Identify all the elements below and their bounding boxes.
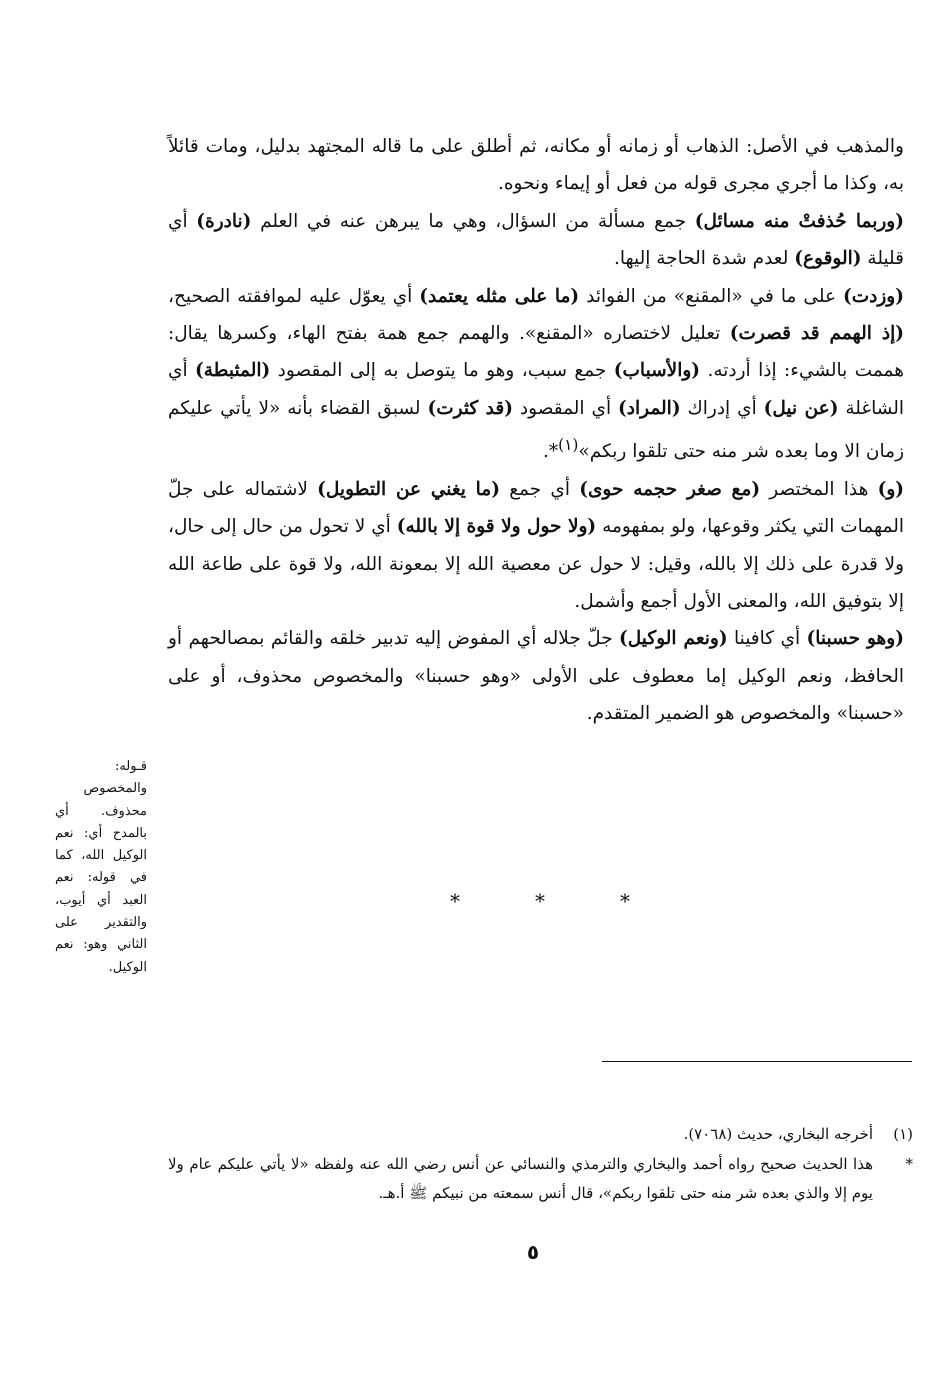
paragraph-2	[168, 203, 904, 278]
footnote-marker: (١)	[893, 1125, 913, 1143]
bold-term: (مع صغر حجمه حوى)	[579, 478, 761, 500]
bold-term: (وربما حُذفتْ منه مسائل)	[694, 210, 904, 232]
section-separator	[420, 889, 660, 913]
footnote-2	[168, 1150, 913, 1208]
separator-star-icon: *	[620, 889, 630, 913]
paragraph-4	[168, 471, 904, 621]
page-number: ٥	[526, 1240, 540, 1264]
separator-star-icon: *	[535, 889, 545, 913]
text: جمع مسألة من السؤال، وهي ما يبرهن عنه في العلم	[251, 210, 695, 232]
bold-term: (الوقوع)	[794, 248, 862, 270]
bold-term: (المراد)	[618, 397, 681, 419]
footnote-text: هذا الحديث صحيح رواه أحمد والبخاري والترمذي والنسائي عن أنس رضي الله عنه ولفظه «لا يأتي عليكم عام ولا يوم إلا والذي بعده شر منه حتى تلقوا ربكم»، قال أنس سمعته من نبيكم ﷺ أ.هـ.	[168, 1155, 873, 1202]
footnotes	[168, 1120, 913, 1209]
bold-term: (وهو حسبنا)	[806, 628, 904, 650]
main-text	[168, 128, 904, 733]
text: جمع سبب، وهو ما يتوصل به إلى المقصود	[270, 360, 614, 382]
text: أي كافينا	[727, 628, 807, 650]
text: أي يعوّل عليه لموافقته الصحيح،	[168, 285, 420, 307]
text: لاشتماله على جلّ المهمات التي يكثر وقوعها، ولو بمفهومه	[168, 478, 904, 538]
text: جلّ جلاله أي المفوض إليه تدبير خلقه والقائم بمصالحهم أو الحافظ، ونعم الوكيل إما معطوف على الأولى «وهو حسبنا» والمخصوص محذوف، أو على «حسبنا» والمخصوص هو الضمير المتقدم.	[168, 628, 904, 725]
bold-term: (ولا حول ولا قوة إلا بالله)	[396, 516, 597, 538]
bold-term: (قد كثرت)	[427, 397, 513, 419]
text: والمذهب في الأصل: الذهاب أو زمانه أو مكانه، ثم أطلق على ما قاله المجتهد بدليل، ومات قائلاً به، وكذا ما أجري مجرى قوله من فعل أو إيماء ونحوه.	[168, 136, 904, 195]
text: أي المقصود	[513, 397, 619, 419]
paragraph-3	[168, 278, 904, 471]
bold-term: (وزدت)	[842, 285, 904, 307]
text: أي الشاغلة	[168, 360, 905, 419]
text: لسبق القضاء بأنه «لا يأتي عليكم زمان الا وما بعده شر منه حتى تلقوا ربكم»	[168, 397, 904, 463]
footnote-divider	[602, 1061, 912, 1062]
text: أي إدراك	[680, 397, 764, 419]
bold-term: (المثبطة)	[195, 360, 271, 382]
separator-star-icon: *	[450, 889, 460, 913]
bold-term: (إذ الهمم قد قصرت)	[729, 323, 904, 345]
bold-term: (ما على مثله يعتمد)	[419, 285, 580, 307]
paragraph-5	[168, 620, 904, 732]
paragraph-1	[168, 128, 904, 203]
text: .	[542, 441, 549, 463]
bold-term: (و)	[877, 478, 905, 500]
text: أي قليلة	[168, 210, 904, 270]
text: على ما في «المقنع» من الفوائد	[579, 285, 843, 307]
bold-term: (ما يغني عن التطويل)	[317, 478, 500, 500]
footnote-1	[168, 1120, 913, 1149]
text: لعدم شدة الحاجة إليها.	[613, 248, 795, 270]
bold-term: (نادرة)	[196, 210, 252, 232]
footnote-reference[interactable]: (١)	[558, 436, 579, 455]
text: أي جمع	[499, 478, 580, 500]
bold-term: (عن نيل)	[763, 397, 839, 419]
text: تعليل لاختصاره «المقنع». والهمم جمع همة بفتح الهاء، وكسرها يقال: هممت بالشيء: إذا أردته.	[168, 323, 904, 382]
footnote-text: أخرجه البخاري، حديث (٧٠٦٨).	[683, 1125, 873, 1143]
footnote-star[interactable]: *	[548, 441, 559, 463]
bold-term: (ونعم الوكيل)	[619, 628, 728, 650]
bold-term: (والأسباب)	[613, 360, 701, 382]
margin-note: قـوله: والمخصوص محذوف. أي بالمدح أي: نعم الوكيل الله، كما في قوله: نعم العبد أي أيوب، والتقدير على الثاني وهو: نعم الوكيل.	[55, 759, 147, 975]
footnote-marker: *	[905, 1155, 913, 1173]
text: أي لا تحول من حال إلى حال، ولا قدرة على ذلك إلا بالله، وقيل: لا حول عن معصية الله إلا بمعونة الله، ولا قوة على طاعة الله إلا بتوفيق الله، والمعنى الأول أجمع وأشمل.	[168, 516, 904, 613]
text: هذا المختصر	[760, 478, 878, 500]
